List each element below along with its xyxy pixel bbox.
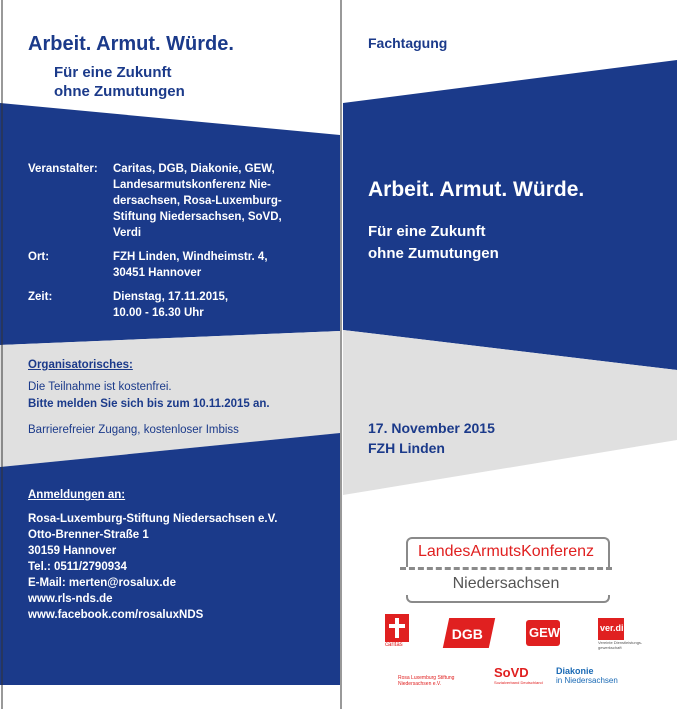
registration-line: www.facebook.com/rosaluxNDS bbox=[28, 609, 204, 621]
time-label: Zeit: bbox=[28, 291, 53, 303]
sovd-subtitle: Sozialverband Deutschland bbox=[494, 680, 543, 685]
left-title: Arbeit. Armut. Würde. bbox=[28, 33, 234, 55]
place-label: Ort: bbox=[28, 251, 50, 263]
diakonie-logo bbox=[556, 666, 636, 696]
caritas-wordmark: caritas bbox=[385, 642, 403, 648]
org-free-text: Die Teilnahme ist kostenfrei. bbox=[28, 381, 172, 393]
verdi-box bbox=[598, 618, 624, 640]
organizer-line: Caritas, DGB, Diakonie, GEW, bbox=[113, 163, 275, 175]
registration-line: www.rls-nds.de bbox=[28, 593, 113, 605]
caritas-flame-icon bbox=[385, 614, 409, 642]
verdi-wordmark: ver.di bbox=[600, 623, 624, 633]
org-access-text: Barrierefreier Zugang, kostenloser Imbiss bbox=[28, 424, 239, 436]
organizer-line: dersachsen, Rosa-Luxemburg- bbox=[113, 195, 282, 207]
caritas-logo bbox=[385, 614, 413, 652]
lak-subtitle: Niedersachsen bbox=[452, 575, 560, 592]
lak-logo bbox=[400, 537, 612, 599]
lak-name: LandesArmutsKonferenz bbox=[417, 543, 595, 560]
dgb-logo bbox=[443, 618, 495, 648]
place-line: FZH Linden, Windheimstr. 4, bbox=[113, 251, 268, 263]
registration-line: 30159 Hannover bbox=[28, 545, 117, 557]
rls-logo: Rosa Luxemburg Stiftung Niedersachsen e.V. bbox=[398, 675, 455, 687]
right-title: Arbeit. Armut. Würde. bbox=[368, 178, 585, 201]
left-subtitle-2: ohne Zumutungen bbox=[54, 83, 185, 100]
event-venue: FZH Linden bbox=[368, 440, 445, 456]
registration-heading: Anmeldungen an: bbox=[28, 489, 126, 501]
kicker: Fachtagung bbox=[368, 35, 448, 51]
left-navy-band-bottom bbox=[0, 433, 340, 685]
registration-line: E-Mail: merten@rosalux.de bbox=[28, 577, 176, 589]
registration-line: Tel.: 0511/2790934 bbox=[28, 561, 127, 573]
organizer-line: Landesarmutskonferenz Nie- bbox=[113, 179, 271, 191]
left-subtitle-1: Für eine Zukunft bbox=[54, 64, 172, 81]
verdi-subtitle: Vereinte Dienstleistungs- gewerkschaft bbox=[598, 640, 643, 650]
org-heading: Organisatorisches: bbox=[28, 359, 133, 371]
time-line: Dienstag, 17.11.2015, bbox=[113, 291, 229, 303]
place-line: 30451 Hannover bbox=[113, 267, 202, 279]
right-subtitle-1: Für eine Zukunft bbox=[368, 223, 486, 240]
diakonie-subtitle: in Niedersachsen bbox=[556, 676, 618, 685]
right-subtitle-2: ohne Zumutungen bbox=[368, 245, 499, 262]
sovd-logo bbox=[494, 665, 544, 695]
event-date: 17. November 2015 bbox=[368, 420, 495, 436]
dgb-wordmark: DGB bbox=[451, 626, 483, 642]
lak-frame-bottom bbox=[406, 595, 610, 603]
organizer-label: Veranstalter: bbox=[28, 163, 98, 175]
registration-line: Otto-Brenner-Straße 1 bbox=[28, 529, 149, 541]
diakonie-wordmark: Diakonie bbox=[556, 666, 594, 676]
lak-dashed-rule bbox=[400, 567, 612, 570]
organizer-line: Verdi bbox=[113, 227, 142, 239]
gew-wordmark: GEW bbox=[529, 625, 561, 640]
sovd-wordmark: SoVD bbox=[494, 665, 529, 680]
time-line: 10.00 - 16.30 Uhr bbox=[113, 307, 204, 319]
verdi-logo bbox=[598, 618, 654, 658]
organizer-line: Stiftung Niedersachsen, SoVD, bbox=[113, 211, 282, 223]
gew-logo bbox=[526, 620, 560, 646]
org-register-text: Bitte melden Sie sich bis zum 10.11.2015 an. bbox=[28, 398, 270, 410]
registration-line: Rosa-Luxemburg-Stiftung Niedersachsen e.V. bbox=[28, 513, 278, 525]
right-navy-band bbox=[343, 60, 677, 370]
